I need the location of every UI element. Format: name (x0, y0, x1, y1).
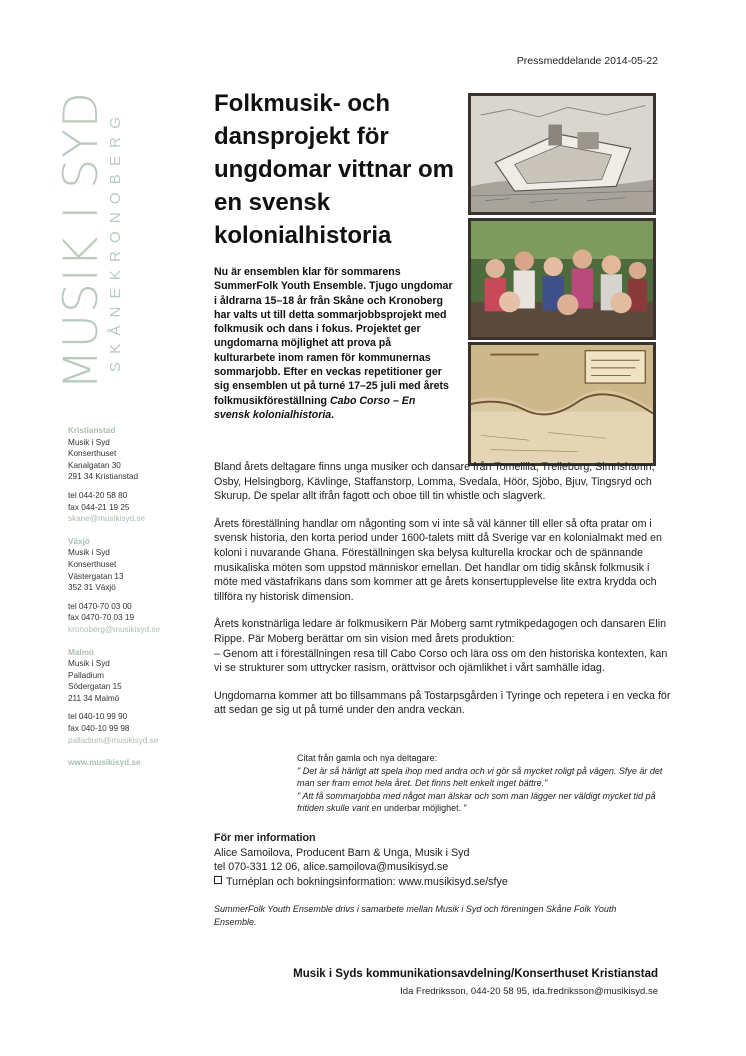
guinea-coast-map-image (468, 342, 656, 466)
office-fax: fax 0470-70 03 19 (68, 613, 135, 623)
office-line: Musik i Syd (68, 659, 110, 669)
info-line: Alice Samoilova, Producent Barn & Unga, Musik i Syd (214, 846, 470, 859)
office-fax: fax 040-10 99 98 (68, 724, 130, 734)
press-release-date: Pressmeddelande 2014-05-22 (516, 55, 658, 67)
office-name: Malmö (68, 647, 94, 657)
lead-paragraph (214, 265, 454, 422)
quote (297, 790, 667, 815)
office-name: Växjö (68, 536, 90, 546)
quote-text-end: underbar möjlighet. " (384, 803, 467, 814)
office-email[interactable]: kronoberg@musikisyd.se (68, 624, 161, 634)
office-line: 211 34 Malmö (68, 693, 120, 703)
tour-info-link[interactable]: Turnéplan och bokningsinformation: www.musikisyd.se/sfye (226, 875, 508, 888)
fortress-engraving-image (468, 93, 656, 215)
office-line: 352 31 Växjö (68, 583, 116, 593)
article-body (214, 460, 674, 731)
office-fax: fax 044-21 19 25 (68, 502, 130, 512)
office-line: Kanalgatan 30 (68, 460, 121, 470)
office-line: 291 34 Kristianstad (68, 472, 139, 482)
footer-contact: Ida Fredriksson, 044-20 58 95, ida.fredriksson@musikisyd.se (400, 986, 658, 997)
footnote: SummerFolk Youth Ensemble drivs i samarbete mellan Musik i Syd och föreningen Skåne Folk Youth Ensemble. (214, 904, 617, 927)
office-line: Konserthuset (68, 559, 117, 569)
office-tel: tel 040-10 99 90 (68, 712, 128, 722)
quote-text: " Att få sommarjobba med något man älskar och som man lägger ner väldigt mycket tid på fritiden skulle varit en (297, 790, 656, 814)
office-line: Södergatan 15 (68, 682, 122, 692)
office-line: Västergatan 13 (68, 571, 124, 581)
info-line[interactable] (214, 875, 654, 890)
info-line[interactable]: tel 070-331 12 06, alice.samoilova@musikisyd.se (214, 861, 449, 874)
lead-text: Nu är ensemblen klar för sommarens SummerFolk Youth Ensemble. Tjugo ungdomar i åldrarna 15–18 år från Skåne och Kronoberg har valts ut till detta sommarjobbsprojekt med folkmusik och dans i fokus. Projektet ger ungdomarna möjlighet att prova på kulturarbete inom ramen för kommunernas sommarjobb. Efter en veckas repetitioner ger sig ensemblen ut på turné 17–25 juli med årets folkmusikföreställning (214, 266, 453, 407)
office-line: Palladium (68, 670, 104, 680)
logo-main-text: MUSIK I SYD (53, 90, 109, 390)
website-link[interactable]: www.musikisyd.se (68, 758, 141, 768)
lead-end: . (331, 408, 335, 421)
paragraph: Bland årets deltagare finns unga musiker och dansare från Tomelilla, Trelleborg, Simrishamn, Osby, Helsingborg, Kävlinge, Staffanstorp, Lomma, Svedala, Höör, Sjöbo, Bjuv, Tingsryd och Skurup. De spelar allt ifrån fagott och oboe till tin whistle och slagverk. (214, 461, 655, 503)
logo-sub-text: SKÅNEKRONOBERG (107, 108, 125, 372)
paragraph: Ungdomarna kommer att bo tillsammans på Tostarpsgården i Tyringe och repetera i en vecka för att sedan ge sig ut på turné under den andra veckan. (214, 689, 671, 717)
footer-title: Musik i Syds kommunikationsavdelning/Konserthuset Kristianstad (293, 968, 658, 980)
office-email[interactable]: palladium@musikisyd.se (68, 735, 159, 745)
office-kristianstad (68, 425, 208, 525)
sidebar-contacts (68, 425, 208, 769)
office-line: Musik i Syd (68, 548, 110, 558)
page-title: Folkmusik- och dansprojekt för ungdomar vittnar om en svensk kolonialhistoria (214, 90, 455, 249)
info-heading: För mer information (214, 832, 316, 844)
logo-region (104, 95, 128, 385)
paragraph: Årets konstnärliga ledare är folkmusikern Pär Moberg samt rytmikpedagogen och dansaren Elin Rippe. Pär Moberg berättar om sin vision med årets produktion: – Genom att i föreställningen resa till Cabo Corso och lära oss om den historiska kontexten, kan vi se strukturer som uttrycker rasism, orättvisor och ojämlikhet i vårt samhälle idag. (214, 618, 668, 675)
quote-intro: Citat från gamla och nya deltagare: (297, 753, 438, 763)
office-malmo (68, 647, 208, 747)
more-info (214, 831, 654, 889)
lead-show-title: Cabo Corso – En svensk kolonialhistoria (214, 394, 416, 421)
office-tel: tel 0470-70 03 00 (68, 601, 132, 611)
office-tel: tel 044-20 58 80 (68, 490, 128, 500)
logo-musik-i-syd (53, 90, 109, 390)
office-email[interactable]: skane@musikisyd.se (68, 514, 146, 524)
ensemble-group-photo (468, 218, 656, 340)
office-line: Konserthuset (68, 449, 117, 459)
square-bullet-icon (214, 876, 222, 884)
quote-block (297, 752, 667, 815)
quote: " Det är så härligt att spela ihop med andra och vi gör så mycket roligt på vägen. Sfye är det man ser fram emot hela året. Det finns helt enkelt inget bättre." (297, 765, 663, 789)
office-vaxjo (68, 536, 208, 636)
paragraph: Årets föreställning handlar om någonting som vi inte så väl känner till eller så ofta pratar om i svensk historia, den korta period under 1600-talets mitt då Sverige var en kolonialmakt med en koloni i nuvarande Ghana. Föreställningen ska belysa kulturella krockar och de spännande musikaliska möten som uppstod människor emellan. Det handlar om tidig skånsk folkmusik i möte med västafrikans dans som kommer att ge årets konsertupplevelse lite extra krydda och tillföra ny historisk dimension. (214, 517, 662, 603)
office-name: Kristianstad (68, 426, 116, 435)
office-line: Musik i Syd (68, 437, 110, 447)
